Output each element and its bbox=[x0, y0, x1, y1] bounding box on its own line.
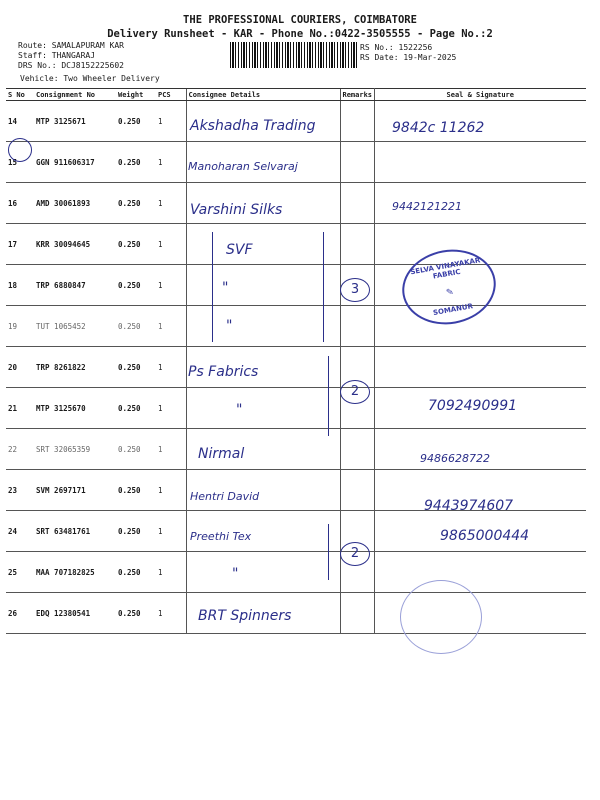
remark-count: 2 bbox=[340, 542, 370, 566]
sno-circle-mark bbox=[8, 138, 32, 162]
vehicle-line: Vehicle: Two Wheeler Delivery bbox=[20, 74, 160, 83]
cell-seal bbox=[374, 142, 586, 183]
cell-sno: 15 bbox=[6, 142, 34, 183]
consignee-handwriting: Preethi Tex bbox=[190, 530, 252, 543]
rs-number: RS No.: 1522256 bbox=[360, 43, 433, 52]
cell-remarks bbox=[340, 224, 374, 265]
remark-count: 2 bbox=[340, 380, 370, 404]
cell-sno: 25 bbox=[6, 552, 34, 593]
stamp-bottom-text: SOMANUR bbox=[432, 302, 474, 318]
cell-sno: 18 bbox=[6, 265, 34, 306]
cell-consignment: TUT 1065452 bbox=[34, 306, 116, 347]
cell-weight: 0.250 bbox=[116, 429, 156, 470]
group-bracket bbox=[212, 232, 324, 342]
cell-pcs: 1 bbox=[156, 470, 186, 511]
cell-remarks bbox=[340, 306, 374, 347]
runsheet-subtitle: Delivery Runsheet - KAR - Phone No.:0422-3505555 - Page No.:2 bbox=[107, 28, 493, 40]
cell-sno: 22 bbox=[6, 429, 34, 470]
cell-weight: 0.250 bbox=[116, 142, 156, 183]
cell-pcs: 1 bbox=[156, 306, 186, 347]
consignee-handwriting: SVF bbox=[226, 242, 253, 258]
table-row bbox=[6, 347, 586, 388]
cell-remarks bbox=[340, 593, 374, 634]
consignee-handwriting: Akshadha Trading bbox=[190, 118, 316, 134]
barcode bbox=[230, 42, 358, 68]
table-row bbox=[6, 552, 586, 593]
rs-info bbox=[360, 43, 456, 63]
table-row bbox=[6, 593, 586, 634]
col-sno: S No bbox=[6, 89, 34, 101]
cell-sno: 21 bbox=[6, 388, 34, 429]
signature-phone: 7092490991 bbox=[428, 398, 518, 414]
cell-remarks bbox=[340, 142, 374, 183]
cell-consignee bbox=[186, 388, 340, 429]
signature-phone: 9486628722 bbox=[420, 452, 490, 465]
cell-sno: 17 bbox=[6, 224, 34, 265]
cell-pcs: 1 bbox=[156, 347, 186, 388]
cell-consignment: MTP 3125670 bbox=[34, 388, 116, 429]
consignee-handwriting: " bbox=[222, 280, 229, 296]
cell-weight: 0.250 bbox=[116, 224, 156, 265]
cell-seal bbox=[374, 552, 586, 593]
col-pcs: PCS bbox=[156, 89, 186, 101]
cell-consignment: AMD 30061893 bbox=[34, 183, 116, 224]
col-weight: Weight bbox=[116, 89, 156, 101]
cell-pcs: 1 bbox=[156, 265, 186, 306]
route-info bbox=[18, 41, 124, 71]
cell-consignment: SRT 63481761 bbox=[34, 511, 116, 552]
cell-weight: 0.250 bbox=[116, 265, 156, 306]
consignee-handwriting: Ps Fabrics bbox=[188, 364, 259, 380]
cell-weight: 0.250 bbox=[116, 388, 156, 429]
cell-consignment: TRP 8261822 bbox=[34, 347, 116, 388]
stamp-top-text: SELVA VINAYAKAR FABRIC bbox=[409, 256, 481, 281]
col-consignment: Consignment No bbox=[34, 89, 116, 101]
signature-phone: 9442121221 bbox=[392, 200, 462, 213]
consignee-handwriting: " bbox=[236, 402, 243, 418]
cell-seal bbox=[374, 347, 586, 388]
cell-weight: 0.250 bbox=[116, 101, 156, 142]
cell-consignment: GGN 911606317 bbox=[34, 142, 116, 183]
consignee-handwriting: Nirmal bbox=[198, 446, 245, 462]
cell-remarks bbox=[340, 429, 374, 470]
cell-weight: 0.250 bbox=[116, 347, 156, 388]
cell-weight: 0.250 bbox=[116, 593, 156, 634]
cell-consignment: EDQ 12380541 bbox=[34, 593, 116, 634]
staff-line: Staff: THANGARAJ bbox=[18, 51, 96, 60]
cell-pcs: 1 bbox=[156, 552, 186, 593]
drs-line: DRS No.: DCJ8152225602 bbox=[18, 61, 124, 70]
cell-consignment: TRP 6880847 bbox=[34, 265, 116, 306]
route-line: Route: SAMALAPURAM KAR bbox=[18, 41, 124, 50]
signature-phone: 9865000444 bbox=[440, 528, 530, 544]
signature-phone: 9842c 11262 bbox=[392, 120, 485, 136]
group-bracket bbox=[322, 524, 329, 580]
cell-weight: 0.250 bbox=[116, 552, 156, 593]
company-title: THE PROFESSIONAL COURIERS, COIMBATORE bbox=[183, 14, 417, 26]
consignee-handwriting: Manoharan Selvaraj bbox=[188, 160, 298, 173]
consignee-handwriting: BRT Spinners bbox=[198, 608, 292, 624]
cell-sno: 19 bbox=[6, 306, 34, 347]
cell-pcs: 1 bbox=[156, 429, 186, 470]
cell-sno: 16 bbox=[6, 183, 34, 224]
signature-phone: 9443974607 bbox=[424, 498, 514, 514]
cell-weight: 0.250 bbox=[116, 511, 156, 552]
cell-remarks bbox=[340, 183, 374, 224]
col-consignee: Consignee Details bbox=[186, 89, 340, 101]
cell-sno: 14 bbox=[6, 101, 34, 142]
cell-sno: 20 bbox=[6, 347, 34, 388]
cell-consignee bbox=[186, 552, 340, 593]
cell-sno: 24 bbox=[6, 511, 34, 552]
cell-weight: 0.250 bbox=[116, 470, 156, 511]
remark-count: 3 bbox=[340, 278, 370, 302]
table-row bbox=[6, 183, 586, 224]
cell-sno: 23 bbox=[6, 470, 34, 511]
consignee-handwriting: Varshini Silks bbox=[190, 202, 283, 218]
rs-date: RS Date: 19-Mar-2025 bbox=[360, 53, 457, 62]
cell-consignment: SRT 32065359 bbox=[34, 429, 116, 470]
cell-pcs: 1 bbox=[156, 593, 186, 634]
cell-sno: 26 bbox=[6, 593, 34, 634]
cell-pcs: 1 bbox=[156, 511, 186, 552]
cell-consignment: MAA 707182825 bbox=[34, 552, 116, 593]
cell-pcs: 1 bbox=[156, 183, 186, 224]
cell-weight: 0.250 bbox=[116, 306, 156, 347]
stamp-signature: ✎ bbox=[445, 287, 455, 299]
table-header bbox=[6, 89, 586, 101]
cell-remarks bbox=[340, 101, 374, 142]
cell-weight: 0.250 bbox=[116, 183, 156, 224]
cell-pcs: 1 bbox=[156, 224, 186, 265]
faint-round-stamp bbox=[400, 580, 482, 654]
col-remarks: Remarks bbox=[340, 89, 374, 101]
cell-remarks bbox=[340, 470, 374, 511]
group-bracket bbox=[322, 356, 329, 436]
table-row bbox=[6, 429, 586, 470]
col-seal: Seal & Signature bbox=[374, 89, 586, 101]
cell-consignment: SVM 2697171 bbox=[34, 470, 116, 511]
cell-pcs: 1 bbox=[156, 388, 186, 429]
consignee-handwriting: Hentri David bbox=[190, 490, 260, 503]
cell-pcs: 1 bbox=[156, 101, 186, 142]
cell-pcs: 1 bbox=[156, 142, 186, 183]
consignee-handwriting: " bbox=[232, 566, 239, 582]
consignee-handwriting: " bbox=[226, 318, 233, 334]
cell-consignment: MTP 3125671 bbox=[34, 101, 116, 142]
cell-consignment: KRR 30094645 bbox=[34, 224, 116, 265]
